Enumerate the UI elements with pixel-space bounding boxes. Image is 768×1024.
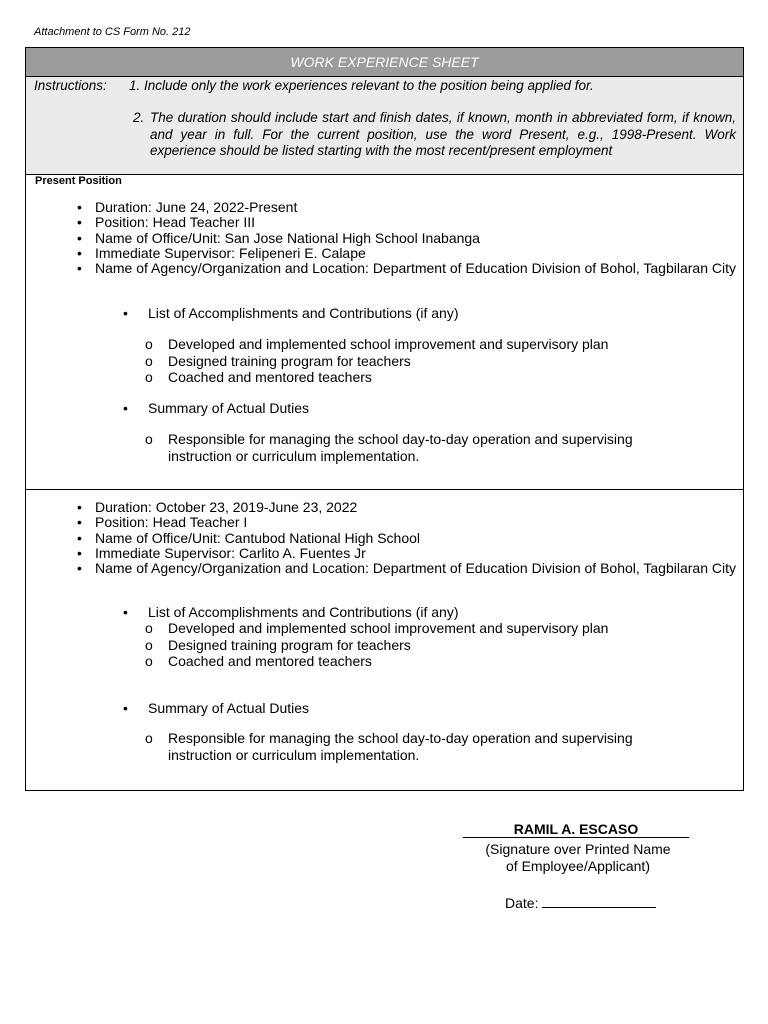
position: • Position: Head Teacher III <box>95 215 736 230</box>
signature-caption-1: (Signature over Printed Name <box>485 841 671 857</box>
instruction-2: The duration should include start and finish dates, if known, month in abbreviated form, if known, and year in full. For the current position, use the word Present, e.g., 1998-Present. Work experience should be listed starting with the most recent/present employment <box>150 110 736 158</box>
employee-name: RAMIL A. ESCASO <box>463 821 689 838</box>
experience-details <box>95 200 736 276</box>
duties-list <box>145 431 685 464</box>
agency-location: • Name of Agency/Organization and Location: Department of Education Division of Bohol, Tagbilaran City <box>95 561 736 576</box>
list-item: o Developed and implemented school improvement and supervisory plan <box>145 336 608 353</box>
office-unit: • Name of Office/Unit: San Jose National High School Inabanga <box>95 231 736 246</box>
duties-list <box>145 730 685 763</box>
duties-label: Summary of Actual Duties <box>148 400 310 416</box>
experience-details <box>95 500 736 576</box>
list-item: o Designed training program for teachers <box>145 353 608 370</box>
instructions-lead: Instructions: <box>34 78 107 93</box>
duties-label: Summary of Actual Duties <box>148 700 310 716</box>
sheet-title: WORK EXPERIENCE SHEET <box>26 48 743 77</box>
list-item: o Responsible for managing the school day-to-day operation and supervising instruction or curriculum implementation. <box>145 730 685 763</box>
list-item: o Responsible for managing the school day-to-day operation and supervising instruction or curriculum implementation. <box>145 431 685 464</box>
duration: • Duration: June 24, 2022-Present <box>95 200 736 215</box>
list-item: o Designed training program for teachers <box>145 637 608 654</box>
instruction-1: 1. Include only the work experiences relevant to the position being applied for. <box>129 78 594 93</box>
office-unit: • Name of Office/Unit: Cantubod National High School <box>95 531 736 546</box>
instructions-box <box>26 77 743 175</box>
experience-section-present <box>26 175 743 490</box>
date-blank-line <box>542 893 656 908</box>
accomplishments-list <box>145 620 608 670</box>
instruction-2-number: 2. <box>133 110 145 125</box>
agency-location: • Name of Agency/Organization and Location: Department of Education Division of Bohol, Tagbilaran City <box>95 261 736 276</box>
accomplishments-label: List of Accomplishments and Contributions (if any) <box>148 305 459 321</box>
list-item: o Coached and mentored teachers <box>145 653 608 670</box>
immediate-supervisor: • Immediate Supervisor: Carlito A. Fuentes Jr <box>95 546 736 561</box>
attachment-label: Attachment to CS Form No. 212 <box>34 26 191 38</box>
position: • Position: Head Teacher I <box>95 515 736 530</box>
accomplishments-list <box>145 336 608 386</box>
date-field <box>505 893 656 911</box>
present-position-label: Present Position <box>35 175 122 187</box>
duration: • Duration: October 23, 2019-June 23, 2022 <box>95 500 736 515</box>
signature-caption-2: of Employee/Applicant) <box>506 858 650 874</box>
work-experience-sheet <box>25 47 744 791</box>
list-item: o Coached and mentored teachers <box>145 369 608 386</box>
accomplishments-label: List of Accomplishments and Contributions (if any) <box>148 604 459 620</box>
immediate-supervisor: • Immediate Supervisor: Felipeneri E. Calape <box>95 246 736 261</box>
list-item: o Developed and implemented school improvement and supervisory plan <box>145 620 608 637</box>
date-label: Date: <box>505 895 543 911</box>
